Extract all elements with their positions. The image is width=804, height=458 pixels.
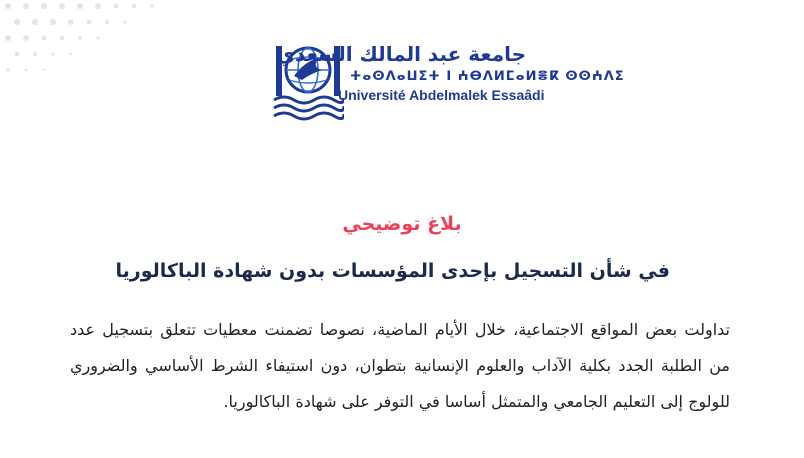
announcement-title: بلاغ توضيحي (342, 213, 462, 235)
announcement-body: تداولت بعض المواقع الاجتماعية، خلال الأيام الماضية، نصوصا تضمنت معطيات تتعلق بتسجيل عدد من الطلبة الجدد بكلية الآداب والعلوم الإنسانية بتطوان، دون استيفاء الشرط الأساسي والضروري للولوج إلى التعليم الجامعي والمتمثل أساسا في التوفر على شهادة الباكالوريا. (70, 320, 730, 411)
university-logo (272, 40, 625, 124)
decorative-dot-pattern (0, 0, 180, 80)
university-name-french: Université Abdelmalek Essaâdi (338, 87, 545, 103)
announcement-subtitle: في شأن التسجيل بإحدى المؤسسات بدون شهادة الباكالوريا (115, 260, 670, 282)
university-name-arabic: جامعة عبد المالك السعدي (276, 42, 526, 66)
university-name-tifinagh: ⵜⴰⵙⴷⴰⵡⵉⵜ ⵏ ⵄⴱⴷⵍⵎⴰⵍⴻⴽ ⵙⵙⵄⴷⵉ (350, 69, 625, 84)
